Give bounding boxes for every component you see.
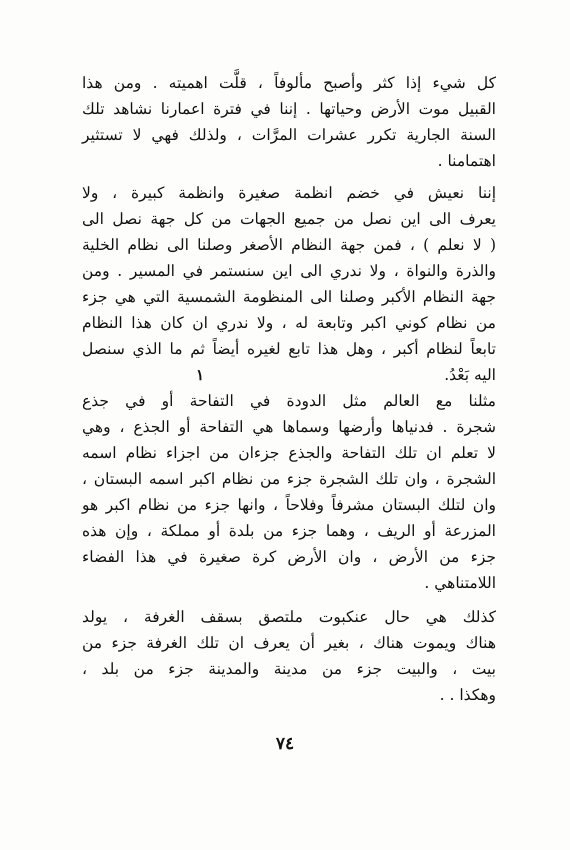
text-line: السنة الجارية تكرر عشرات المرَّات ، ولذلك فهي لا تستثير (82, 126, 496, 144)
text-line: بيت ، والبيت جزء من مدينة والمدينة جزء من بلد ، (82, 660, 496, 678)
text-line: ( لا نعلم ) ، فمن جهة النظام الأصغر وصلنا الى نظام الخلية (82, 236, 496, 254)
paragraph-3 (82, 388, 496, 596)
text-line: والذرة والنواة ، ولا ندري الى اين سنستمر في المسير . ومن (82, 262, 496, 280)
text-line: اللامتناهي . (424, 574, 496, 592)
footnote-marker: ١ (196, 366, 205, 384)
text-line: شجرة . فدنياها وأرضها وسماها هي التفاحة أو الجذع ، وهي (82, 418, 496, 436)
text-line: الشجرة ، وان تلك الشجرة جزء من نظام اكبر اسمه البستان ، (82, 470, 496, 488)
paragraph-2 (82, 180, 496, 388)
page-number: ٧٤ (275, 734, 295, 754)
text-line: إننا نعيش في خضم انظمة صغيرة وانظمة كبيرة ، ولا (82, 184, 496, 202)
text-line: اليه بَعْدُ. (444, 366, 496, 384)
text-line: هناك ويموت هناك ، بغير أن يعرف ان تلك الغرفة جزء من (82, 634, 496, 652)
text-line: القبيل موت الأرض وحياتها . إننا في فترة اعمارنا نشاهد تلك (82, 100, 496, 118)
text-line: اهتمامنا . (437, 152, 496, 170)
text-line: كذلك هي حال عنكبوت ملتصق بسقف الغرفة ، يولد (82, 608, 496, 626)
text-line: تابعاً لنظام أكبر ، وهل هذا تابع لغيره أيضاً ثم ما الذي سنصل (82, 340, 496, 358)
text-line: جزء من الأرض ، وان الأرض كرة صغيرة في هذا الفضاء (82, 548, 496, 566)
text-line: كل شيء إذا كثر وأصبح مألوفاً ، قلَّت اهميته . ومن هذا (82, 74, 496, 92)
paragraph-1 (82, 70, 496, 174)
text-line: جهة النظام الأكبر وصلنا الى المنظومة الشمسية التي هي جزء (82, 288, 496, 306)
text-line: من نظام كوني اكبر وتابعة له ، ولا ندري ان كان هذا النظام (82, 314, 496, 332)
text-line: وهكذا . . (439, 686, 496, 704)
text-line: لا تعلم ان تلك التفاحة والجذع جزءان من اجزاء نظام اسمه (82, 444, 496, 462)
text-line: يعرف الى اين نصل من جميع الجهات من كل جهة نصل الى (82, 210, 496, 228)
text-line: مثلنا مع العالم مثل الدودة في التفاحة أو في جذع (82, 392, 496, 410)
text-line: وان لتلك البستان مشرفاً وفلاحاً ، وانها جزء من نظام اكبر هو (82, 496, 496, 514)
paragraph-4 (82, 604, 496, 708)
text-line: المزرعة أو الريف ، وهما جزء من بلدة أو مملكة ، وإن هذه (82, 522, 496, 540)
